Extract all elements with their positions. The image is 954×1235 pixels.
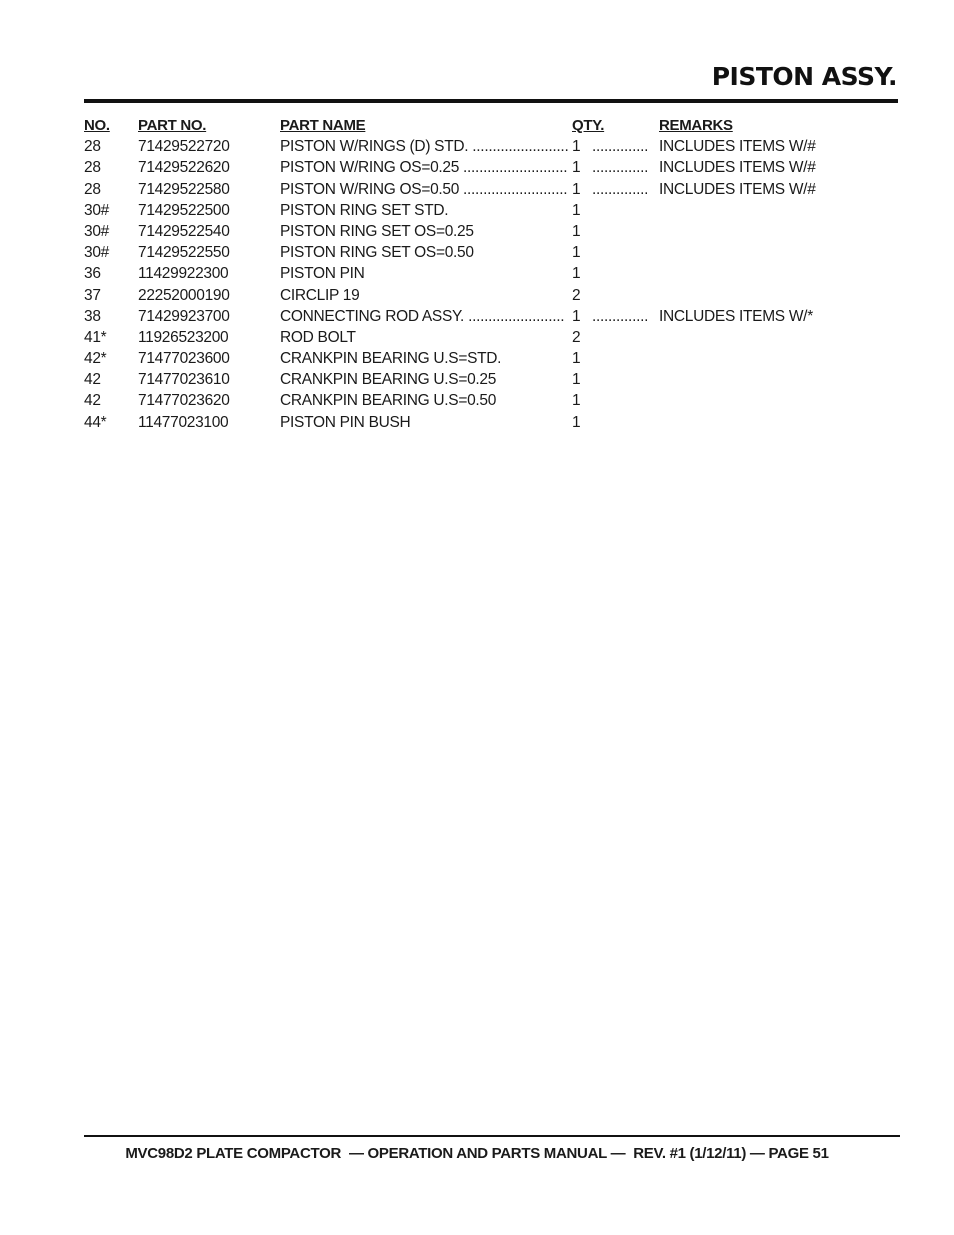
parts-table	[84, 115, 898, 433]
row-no: 30#	[84, 244, 109, 262]
row-part-no: 71429522580	[138, 180, 230, 198]
table-row	[84, 136, 898, 157]
row-no: 41*	[84, 328, 107, 346]
table-row	[84, 390, 898, 411]
row-part-name: CRANKPIN BEARING U.S=0.25	[280, 371, 497, 389]
table-row	[84, 200, 898, 221]
row-part-name: PISTON RING SET OS=0.25	[280, 222, 474, 240]
row-remarks: INCLUDES ITEMS W/#	[659, 180, 816, 198]
row-qty: 1	[572, 138, 581, 156]
header-qty: QTY.	[572, 117, 605, 134]
row-part-no: 71477023600	[138, 350, 230, 368]
footer-manual: — OPERATION AND PARTS MANUAL —	[348, 1145, 626, 1162]
row-part-name: PISTON RING SET OS=0.50	[280, 244, 474, 262]
row-part-name: CIRCLIP 19	[280, 286, 360, 304]
header-no: NO.	[84, 117, 110, 134]
row-part-name: PISTON W/RING OS=0.50 ..........................	[280, 180, 568, 198]
row-qty: 1	[572, 244, 581, 262]
row-part-no: 71477023610	[138, 371, 230, 389]
row-part-no: 11926523200	[138, 328, 229, 346]
row-part-name: CRANKPIN BEARING U.S=0.50	[280, 392, 497, 410]
row-qty: 1	[572, 413, 581, 431]
row-part-no: 71429522620	[138, 159, 230, 177]
page-title: PISTON ASSY.	[711, 62, 897, 91]
table-row	[84, 306, 898, 327]
row-qty: 1	[572, 307, 581, 325]
row-part-no: 71429522550	[138, 244, 230, 262]
row-part-no: 71429522500	[138, 201, 230, 219]
row-leader: ..............	[592, 307, 649, 325]
row-no: 30#	[84, 201, 109, 219]
row-qty: 1	[572, 350, 581, 368]
row-no: 28	[84, 138, 101, 156]
footer-rule	[84, 1135, 900, 1137]
row-leader: ..............	[592, 159, 649, 177]
row-qty: 2	[572, 328, 581, 346]
header-part-no: PART NO.	[138, 117, 207, 134]
row-qty: 1	[572, 201, 581, 219]
table-row	[84, 179, 898, 200]
row-no: 42	[84, 371, 101, 389]
row-no: 28	[84, 159, 101, 177]
table-row	[84, 348, 898, 369]
table-body	[84, 136, 898, 433]
row-qty: 1	[572, 222, 581, 240]
row-no: 36	[84, 265, 101, 283]
row-no: 42*	[84, 350, 107, 368]
row-remarks: INCLUDES ITEMS W/#	[659, 159, 816, 177]
row-part-no: 71429522540	[138, 222, 230, 240]
table-row	[84, 327, 898, 348]
row-part-name: PISTON RING SET STD.	[280, 201, 449, 219]
row-part-no: 71429522720	[138, 138, 230, 156]
title-rule	[84, 99, 898, 103]
table-header	[84, 115, 898, 136]
row-qty: 1	[572, 392, 581, 410]
row-part-name: PISTON PIN BUSH	[280, 413, 411, 431]
row-no: 38	[84, 307, 101, 325]
row-leader: ..............	[592, 138, 649, 156]
row-part-no: 11477023100	[138, 413, 229, 431]
row-remarks: INCLUDES ITEMS W/#	[659, 138, 816, 156]
row-qty: 1	[572, 159, 581, 177]
table-row	[84, 369, 898, 390]
header-remarks: REMARKS	[659, 117, 733, 134]
row-part-name: PISTON W/RINGS (D) STD. ........................	[280, 138, 569, 156]
footer-title: MVC98D2 PLATE COMPACTOR	[125, 1145, 341, 1162]
row-part-name: PISTON PIN	[280, 265, 365, 283]
row-part-no: 71429923700	[138, 307, 230, 325]
table-row	[84, 412, 898, 433]
row-no: 37	[84, 286, 101, 304]
row-remarks: INCLUDES ITEMS W/*	[659, 307, 813, 325]
row-no: 44*	[84, 413, 107, 431]
row-no: 30#	[84, 222, 109, 240]
row-qty: 2	[572, 286, 581, 304]
row-part-no: 22252000190	[138, 286, 230, 304]
row-leader: ..............	[592, 180, 649, 198]
table-row	[84, 157, 898, 178]
row-part-name: ROD BOLT	[280, 328, 356, 346]
row-part-no: 11429922300	[138, 265, 229, 283]
row-part-no: 71477023620	[138, 392, 230, 410]
row-qty: 1	[572, 180, 581, 198]
row-part-name: CRANKPIN BEARING U.S=STD.	[280, 350, 502, 368]
row-part-name: PISTON W/RING OS=0.25 ..........................	[280, 159, 568, 177]
row-part-name: CONNECTING ROD ASSY. ........................	[280, 307, 565, 325]
row-qty: 1	[572, 371, 581, 389]
row-qty: 1	[572, 265, 581, 283]
table-row	[84, 221, 898, 242]
header-part-name: PART NAME	[280, 117, 366, 134]
page-footer	[0, 1145, 954, 1162]
row-no: 28	[84, 180, 101, 198]
table-row	[84, 285, 898, 306]
table-row	[84, 263, 898, 284]
table-row	[84, 242, 898, 263]
footer-revision: REV. #1 (1/12/11) — PAGE 51	[633, 1145, 829, 1162]
row-no: 42	[84, 392, 101, 410]
